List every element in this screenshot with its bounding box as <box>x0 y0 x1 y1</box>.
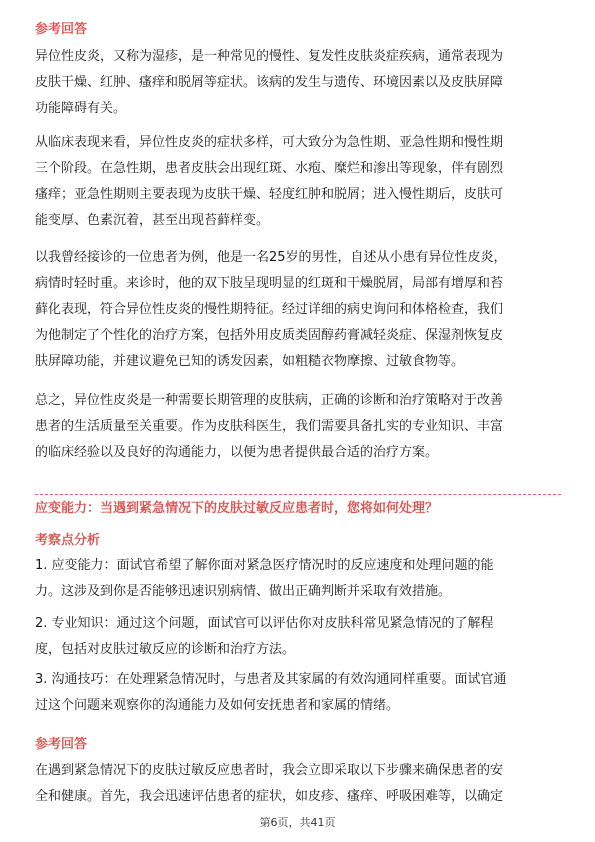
text-line: 为他制定了个性化的治疗方案，包括外用皮质类固醇药膏减轻炎症、保湿剂恢复皮 <box>35 328 504 343</box>
text-line: 2. 专业知识：通过这个问题，面试官可以评估你对皮肤科常见紧急情况的了解程 <box>35 616 494 631</box>
reference-answer-heading: 参考回答 <box>35 22 88 37</box>
answer-paragraph-1 <box>35 44 561 122</box>
text-line: 藓化表现，符合异位性皮炎的慢性期特征。经过详细的病史询问和体格检查，我们 <box>35 302 504 317</box>
text-line: 皮肤干燥、红肿、瘙痒和脱屑等症状。该病的发生与遗传、环境因素以及皮肤屏障 <box>35 75 504 90</box>
text-line: 肤屏障功能，并建议避免已知的诱发因素，如粗糙衣物摩擦、过敏食物等。 <box>35 354 465 369</box>
text-line: 瘙痒；亚急性期则主要表现为皮肤干燥、轻度红肿和脱屑；进入慢性期后，皮肤可 <box>35 187 504 202</box>
page-number-footer: 第6页，共41页 <box>259 816 336 829</box>
answer-paragraph-2 <box>35 130 561 234</box>
answer-paragraph-3 <box>35 245 561 375</box>
text-line: 从临床表现来看，异位性皮炎的症状多样，可大致分为急性期、亚急性期和慢性期 <box>35 135 504 150</box>
text-line: 以我曾经接诊的一位患者为例，他是一名25岁的男性，自述从小患有异位性皮炎， <box>35 250 507 265</box>
text-line: 1. 应变能力：面试官希望了解你面对紧急医疗情况时的反应速度和处理问题的能 <box>35 558 494 573</box>
analysis-heading: 考察点分析 <box>35 533 101 548</box>
text-line: 3. 沟通技巧：在处理紧急情况时，与患者及其家属的有效沟通同样重要。面试官通 <box>35 672 507 687</box>
text-line: 总之，异位性皮炎是一种需要长期管理的皮肤病，正确的诊断和治疗策略对于改善 <box>35 393 504 408</box>
text-line: 过这个问题来观察你的沟通能力及如何安抚患者和家属的情绪。 <box>35 698 400 713</box>
text-line: 全和健康。首先，我会迅速评估患者的症状，如皮疹、瘙痒、呼吸困难等，以确定 <box>35 789 504 804</box>
text-line: 异位性皮炎，又称为湿疹，是一种常见的慢性、复发性皮肤炎症疾病，通常表现为 <box>35 49 504 64</box>
analysis-item-2 <box>35 611 561 663</box>
answer-paragraph-5 <box>35 758 561 810</box>
text-line: 的临床经验以及良好的沟通能力，以便为患者提供最合适的治疗方案。 <box>35 445 439 460</box>
text-line: 三个阶段。在急性期，患者皮肤会出现红斑、水疱、糜烂和渗出等现象，伴有剧烈 <box>35 161 504 176</box>
text-line: 度，包括对皮肤过敏反应的诊断和治疗方法。 <box>35 642 296 657</box>
section-divider <box>35 494 561 495</box>
answer-paragraph-4 <box>35 388 561 466</box>
analysis-item-3 <box>35 667 561 719</box>
text-line: 患者的生活质量至关重要。作为皮肤科医生，我们需要具备扎实的专业知识、丰富 <box>35 419 504 434</box>
text-line: 病情时轻时重。来诊时，他的双下肢呈现明显的红斑和干燥脱屑，局部有增厚和苔 <box>35 276 504 291</box>
text-line: 功能障碍有关。 <box>35 101 127 116</box>
reference-answer-heading-2: 参考回答 <box>35 737 88 752</box>
analysis-item-1 <box>35 553 561 605</box>
text-line: 在遇到紧急情况下的皮肤过敏反应患者时，我会立即采取以下步骤来确保患者的安 <box>35 763 504 778</box>
text-line: 力。这涉及到你是否能够迅速识别病情、做出正确判断并采取有效措施。 <box>35 584 452 599</box>
question-title: 应变能力：当遇到紧急情况下的皮肤过敏反应患者时，您将如何处理？ <box>35 501 439 516</box>
text-line: 能变厚、色素沉着，甚至出现苔藓样变。 <box>35 213 270 228</box>
